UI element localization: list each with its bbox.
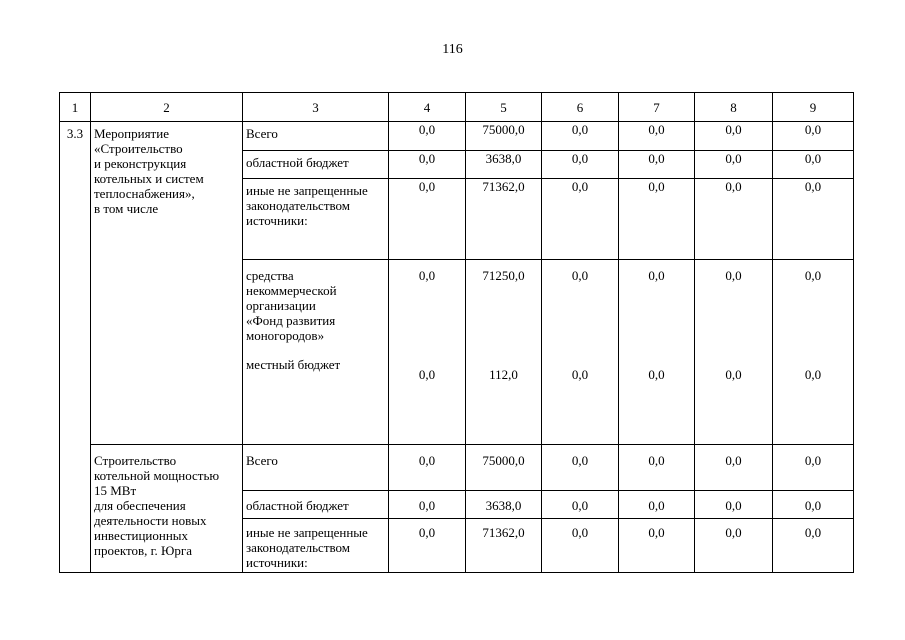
cell-value: 71362,0 <box>466 179 542 260</box>
section-title-line: котельных и систем <box>94 171 204 186</box>
cell-value: 0,0 <box>773 491 854 519</box>
row-label-line: источники: <box>246 213 308 228</box>
section-title-line: Мероприятие <box>94 126 169 141</box>
row-label-line: некоммерческой <box>246 283 337 298</box>
cell-value: 3638,0 <box>466 491 542 519</box>
column-header: 8 <box>695 93 773 122</box>
subsection-title-line: проектов, г. Юрга <box>94 543 193 558</box>
cell-value: 0,0 <box>695 519 773 573</box>
cell-value-local: 112,0 <box>489 367 518 382</box>
cell-value <box>695 260 773 445</box>
cell-value: 0,0 <box>695 122 773 151</box>
cell-value: 71362,0 <box>466 519 542 573</box>
cell-value-local: 0,0 <box>804 367 822 382</box>
subsection-title-line: Строительство <box>94 453 177 468</box>
subsection-title <box>91 445 243 573</box>
table-header-row <box>60 93 854 122</box>
cell-value: 0,0 <box>542 491 619 519</box>
column-header: 7 <box>619 93 695 122</box>
cell-value-nko: 0,0 <box>725 268 742 283</box>
cell-value: 0,0 <box>695 491 773 519</box>
row-label-line: местный бюджет <box>246 357 341 372</box>
row-label-line: организации <box>246 298 316 313</box>
cell-value-local: 0,0 <box>571 367 589 382</box>
cell-value: 0,0 <box>619 151 695 179</box>
cell-value: 0,0 <box>619 519 695 573</box>
budget-table <box>59 92 854 573</box>
cell-value: 0,0 <box>773 151 854 179</box>
table-row <box>60 445 854 491</box>
cell-value: 0,0 <box>389 151 466 179</box>
subsection-title-line: для обеспечения <box>94 498 186 513</box>
cell-value: 0,0 <box>695 179 773 260</box>
section-title-line: в том числе <box>94 201 159 216</box>
cell-value <box>542 260 619 445</box>
column-header: 4 <box>389 93 466 122</box>
cell-value: 0,0 <box>695 445 773 491</box>
page-number: 116 <box>442 42 463 57</box>
section-title-line: теплоснабжения», <box>94 186 195 201</box>
column-header: 5 <box>466 93 542 122</box>
cell-value <box>619 260 695 445</box>
column-header: 3 <box>243 93 389 122</box>
row-label <box>243 260 389 445</box>
row-label: областной бюджет <box>243 151 389 179</box>
cell-value: 0,0 <box>619 179 695 260</box>
cell-value <box>389 260 466 445</box>
row-label-line: законодательством <box>246 540 351 555</box>
cell-value: 0,0 <box>773 179 854 260</box>
subsection-title-line: деятельности новых <box>94 513 207 528</box>
row-label-line: иные не запрещенные <box>246 183 368 198</box>
row-label-line: моногородов» <box>246 328 325 343</box>
section-title-line: «Строительство <box>94 141 183 156</box>
cell-value-local: 0,0 <box>725 367 742 382</box>
cell-value: 0,0 <box>389 491 466 519</box>
row-label-line: законодательством <box>246 198 351 213</box>
cell-value-nko: 0,0 <box>804 268 822 283</box>
cell-value: 0,0 <box>389 445 466 491</box>
column-header: 6 <box>542 93 619 122</box>
column-header: 9 <box>773 93 854 122</box>
cell-value: 0,0 <box>389 122 466 151</box>
row-label: областной бюджет <box>243 491 389 519</box>
cell-value: 75000,0 <box>466 445 542 491</box>
cell-value: 0,0 <box>542 151 619 179</box>
cell-value: 0,0 <box>773 445 854 491</box>
cell-value: 0,0 <box>542 519 619 573</box>
cell-value: 0,0 <box>619 122 695 151</box>
cell-value-local: 0,0 <box>418 367 436 382</box>
row-label <box>243 179 389 260</box>
cell-value-nko: 71250,0 <box>482 268 525 283</box>
row-label <box>243 519 389 573</box>
cell-value: 0,0 <box>389 179 466 260</box>
cell-value: 0,0 <box>542 179 619 260</box>
cell-value: 0,0 <box>773 519 854 573</box>
subsection-title-line: инвестиционных <box>94 528 189 543</box>
cell-value <box>466 260 542 445</box>
row-label: Всего <box>243 445 389 491</box>
cell-value: 0,0 <box>389 519 466 573</box>
cell-value-local: 0,0 <box>648 367 665 382</box>
row-label-line: иные не запрещенные <box>246 525 368 540</box>
cell-value: 0,0 <box>542 445 619 491</box>
row-label-line: «Фонд развития <box>246 313 336 328</box>
cell-value: 3638,0 <box>466 151 542 179</box>
cell-value: 0,0 <box>773 122 854 151</box>
cell-value-nko: 0,0 <box>418 268 436 283</box>
cell-value: 0,0 <box>619 491 695 519</box>
row-label-line: средства <box>246 268 294 283</box>
section-title-line: и реконструкция <box>94 156 187 171</box>
cell-value-nko: 0,0 <box>648 268 665 283</box>
cell-value-nko: 0,0 <box>571 268 589 283</box>
row-label-line: источники: <box>246 555 308 570</box>
column-header: 2 <box>91 93 243 122</box>
cell-value: 0,0 <box>695 151 773 179</box>
cell-value: 75000,0 <box>466 122 542 151</box>
section-title <box>91 122 243 445</box>
cell-value <box>773 260 854 445</box>
cell-value: 0,0 <box>542 122 619 151</box>
section-number: 3.3 <box>60 122 91 573</box>
subsection-title-line: 15 МВт <box>94 483 137 498</box>
table-row <box>60 122 854 151</box>
subsection-title-line: котельной мощностью <box>94 468 220 483</box>
row-label: Всего <box>243 122 389 151</box>
column-header: 1 <box>60 93 91 122</box>
cell-value: 0,0 <box>619 445 695 491</box>
